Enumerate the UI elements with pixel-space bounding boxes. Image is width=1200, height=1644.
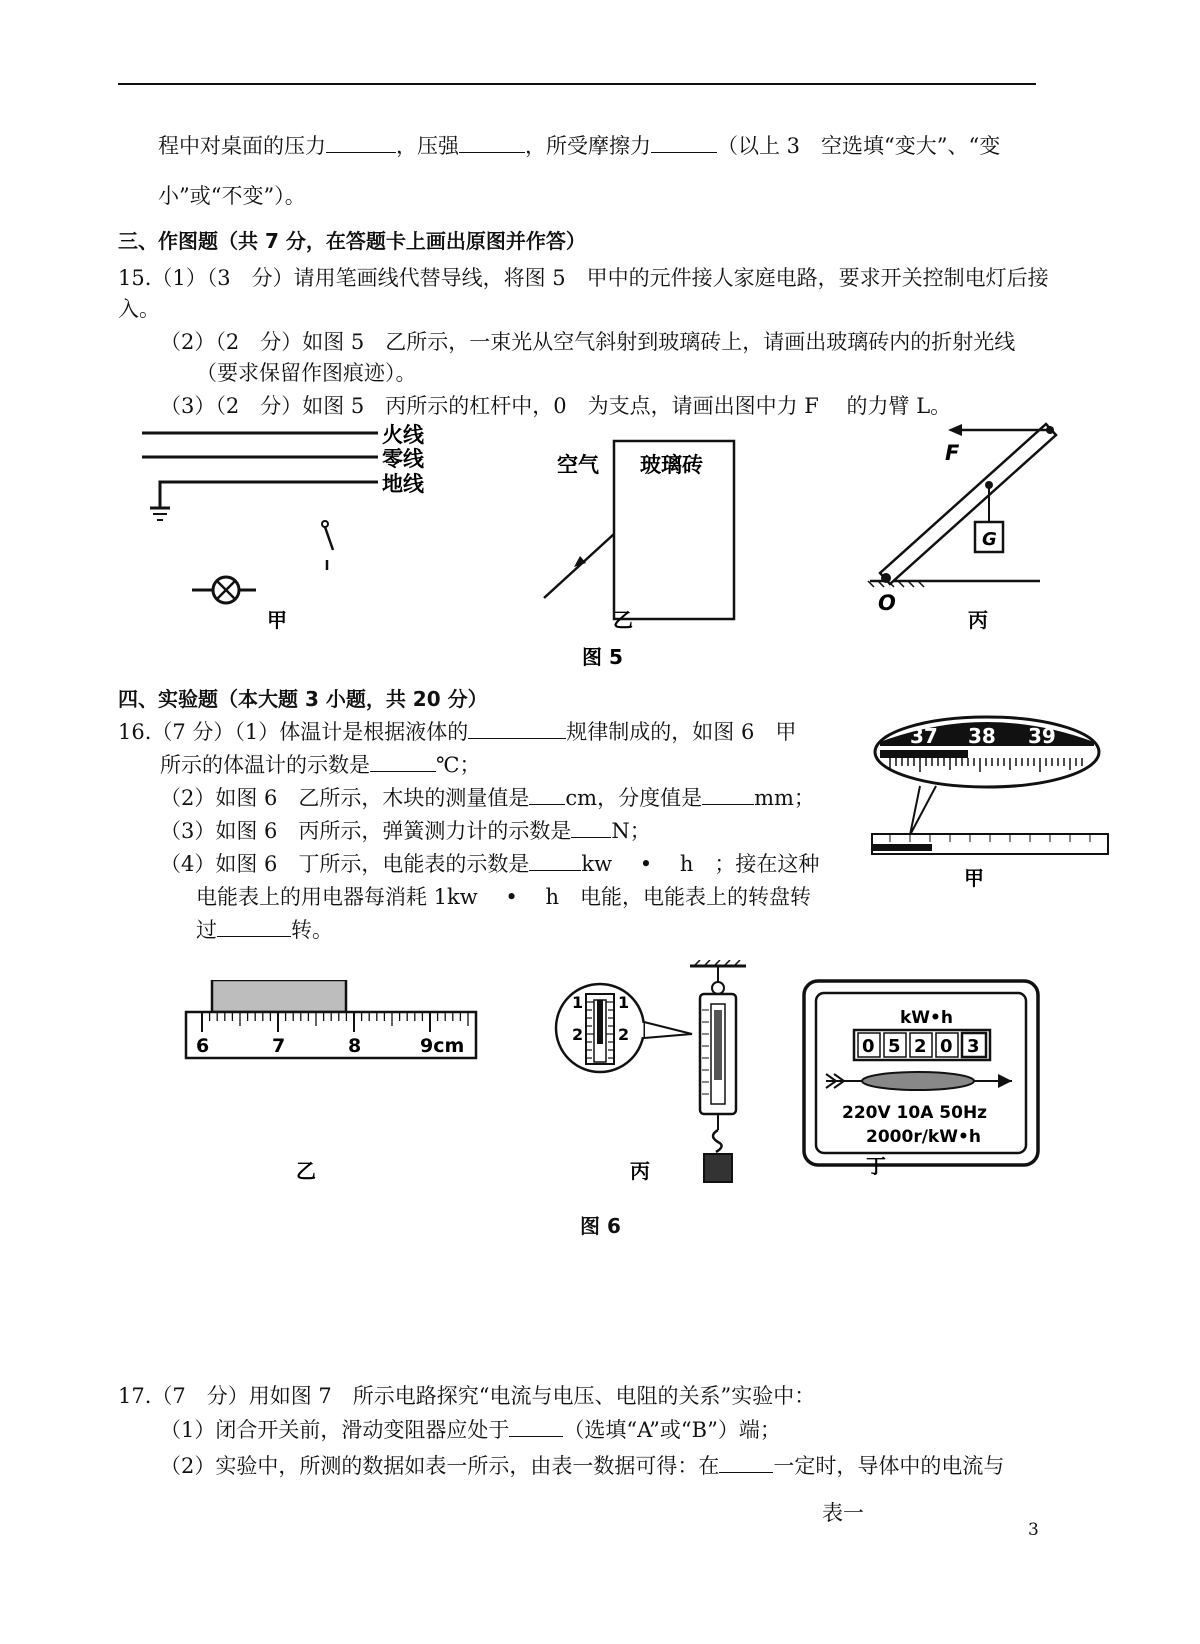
q16-line7: 过 转。: [196, 918, 333, 942]
caption-6-bing: 丙: [630, 1159, 650, 1183]
meter-unit-label: kW•h: [900, 1008, 954, 1028]
fig5-bing-lever: [868, 424, 1056, 587]
blank-thermometer-principle[interactable]: [468, 720, 566, 739]
q15-part1-line2: 入。: [118, 297, 160, 321]
hanging-weight: [704, 1154, 732, 1182]
scale-tick-1-right: 1: [618, 993, 630, 1012]
ruler-tick-8: 8: [348, 1035, 362, 1057]
label-air: 空气: [557, 453, 599, 477]
section-3-title: 三、作图题（共 7 分，在答题卡上画出原图并作答）: [118, 229, 586, 253]
meter-digit-3: 2: [914, 1036, 927, 1057]
table-caption: 表一: [822, 1501, 864, 1525]
blank-revolutions[interactable]: [217, 918, 291, 937]
continued-question-line-2: 小”或“不变”）。: [158, 184, 306, 208]
ruler-tick-9cm: 9cm: [420, 1035, 465, 1057]
q16-line4: （3）如图 6 丙所示，弹簧测力计的示数是 N；: [160, 819, 651, 843]
caption-6-yi: 乙: [296, 1159, 316, 1183]
q15-part3: （3）（2 分）如图 5 丙所示的杠杆中，0 为支点，请画出图中力 F 的力臂 L。: [160, 394, 952, 418]
figure-6-jia-thermometer: [870, 712, 1110, 942]
meter-spec-revolutions: 2000r/kW•h: [866, 1127, 981, 1147]
blank-friction[interactable]: [651, 134, 717, 153]
label-live-wire: 火线: [382, 423, 424, 447]
thermo-tick-39: 39: [1028, 724, 1056, 748]
caption-figure-5: 图 5: [582, 645, 623, 669]
meter-spec-voltage: 220V 10A 50Hz: [842, 1103, 988, 1123]
q15-part2-line1: （2）（2 分）如图 5 乙所示，一束光从空气斜射到玻璃砖上，请画出玻璃砖内的折射光线: [160, 330, 1016, 354]
meter-digit-2: 5: [888, 1036, 901, 1057]
label-weight: G: [982, 529, 997, 550]
label-ground-wire: 地线: [382, 472, 424, 496]
blank-division-value[interactable]: [702, 786, 754, 805]
blank-constant-quantity[interactable]: [719, 1454, 773, 1473]
wooden-block: [212, 980, 346, 1012]
figure-6-ding-energy-meter: [800, 975, 1060, 1220]
header-rule: [118, 83, 1036, 85]
blank-rheostat-end[interactable]: [509, 1418, 563, 1437]
q17-line2: （1）闭合开关前，滑动变阻器应处于 （选填“A”或“B”）端；: [160, 1418, 781, 1442]
page-number: 3: [1028, 1520, 1039, 1540]
lamp-icon: [192, 577, 256, 603]
label-pivot: O: [878, 591, 896, 615]
figure-6-bing-spring-scale: [540, 960, 780, 1210]
ruler-tick-7: 7: [272, 1035, 286, 1057]
caption-6-ding: 丁: [866, 1154, 886, 1178]
thermo-tick-38: 38: [968, 724, 996, 748]
q16-line2: 所示的体温计的示数是 ℃；: [160, 753, 481, 777]
section-4-title: 四、实验题（本大题 3 小题，共 20 分）: [118, 687, 488, 711]
blank-pressure-force[interactable]: [326, 134, 396, 153]
label-neutral-wire: 零线: [382, 447, 424, 471]
caption-figure-6: 图 6: [580, 1214, 621, 1238]
thermo-tick-37: 37: [910, 724, 938, 748]
caption-5-jia: 甲: [267, 608, 287, 632]
pivot-icon: [881, 573, 891, 583]
q15-part1-line1: 15.（1）（3 分）请用笔画线代替导线，将图 5 甲中的元件接人家庭电路，要求开关控制电灯后接: [118, 266, 1049, 290]
lever-bar: [880, 424, 1056, 584]
q16-line6: 电能表上的用电器每消耗 1kw • h 电能，电能表上的转盘转: [196, 885, 811, 909]
blank-thermometer-reading[interactable]: [370, 753, 436, 772]
q17-line3: （2）实验中，所测的数据如表一所示，由表一数据可得：在 一定时，导体中的电流与: [160, 1454, 1005, 1478]
q17-line1: 17.（7 分）用如图 7 所示电路探究“电流与电压、电阻的关系”实验中：: [118, 1384, 816, 1408]
meter-digit-4: 0: [940, 1036, 953, 1057]
meter-digit-1: 0: [862, 1036, 875, 1057]
blank-block-length[interactable]: [529, 786, 565, 805]
incident-ray: [544, 534, 614, 598]
blank-spring-reading[interactable]: [571, 819, 611, 838]
label-force: F: [945, 441, 960, 465]
force-arrowhead-icon: [948, 424, 962, 436]
scale-tick-2-left: 2: [572, 1025, 584, 1044]
caption-6-jia: 甲: [964, 866, 984, 890]
q16-line1: 16.（7 分）（1）体温计是根据液体的 规律制成的，如图 6 甲: [118, 720, 797, 744]
caption-5-yi: 乙: [613, 608, 633, 632]
label-glass: 玻璃砖: [640, 453, 703, 477]
scale-tick-1-left: 1: [572, 993, 584, 1012]
q16-line5: （4）如图 6 丁所示，电能表的示数是 kw • h ；接在这种: [160, 852, 820, 876]
switch-icon: [322, 521, 333, 570]
continued-question-line-1: 程中对桌面的压力 ，压强 ，所受摩擦力 （以上 3 空选填“变大”、“变: [158, 134, 1001, 158]
fig5-jia-household-circuit: [142, 433, 378, 603]
ruler-tick-6: 6: [196, 1035, 210, 1057]
blank-meter-reading[interactable]: [529, 852, 581, 871]
hook-icon: [713, 1130, 722, 1152]
blank-pressure[interactable]: [459, 134, 525, 153]
caption-5-bing: 丙: [968, 608, 988, 632]
figure-6-yi-ruler: [180, 980, 500, 1210]
scale-tick-2-right: 2: [618, 1025, 630, 1044]
meter-digit-5: 3: [967, 1036, 980, 1057]
q15-part2-line2: （要求保留作图痕迹）。: [196, 361, 417, 385]
q16-line3: （2）如图 6 乙所示，木块的测量值是 cm，分度值是 mm；: [160, 786, 815, 810]
figure-5: [0, 410, 1200, 680]
ground-wire: [160, 482, 378, 508]
mercury-column: [880, 750, 968, 758]
